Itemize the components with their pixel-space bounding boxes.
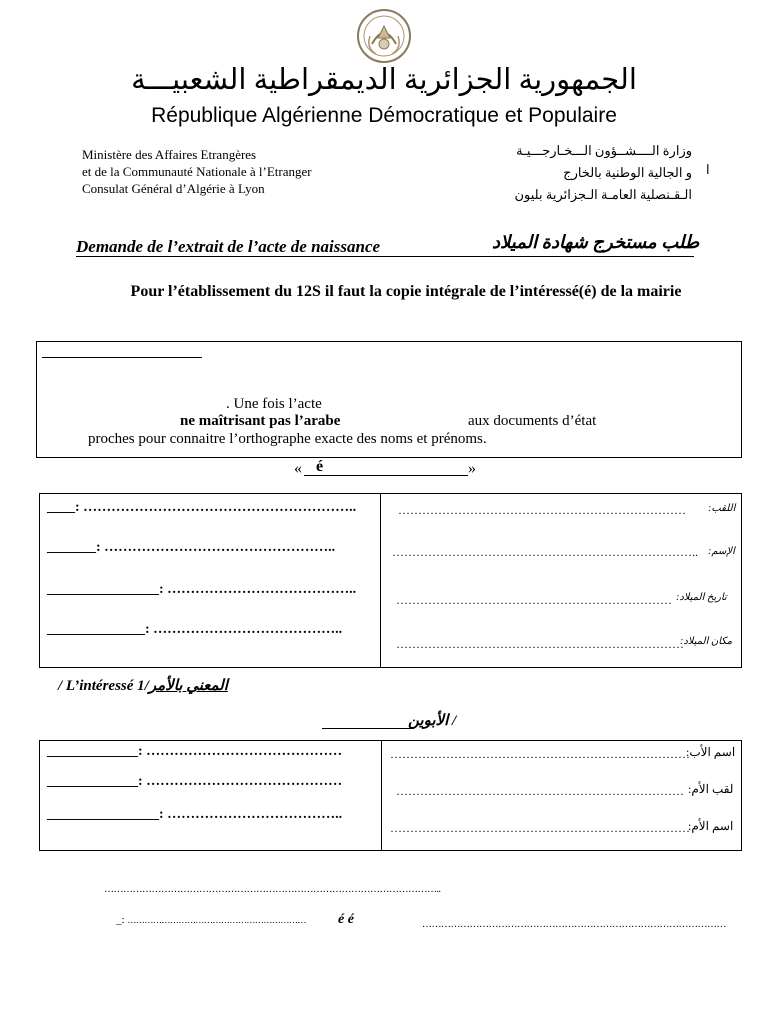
person-field-fr[interactable]: _______: …………………………………………..	[47, 540, 336, 555]
notice-line-1: . Une fois l’acte	[226, 396, 322, 412]
label-mother-name-ar: اسم الأم:	[688, 819, 734, 833]
person-field-fr[interactable]: ______________: …………………………………..	[47, 622, 343, 637]
person-field-fr[interactable]: ____: …………………………………………………..	[47, 500, 357, 515]
ministry-arabic	[515, 140, 693, 206]
parent-field-fr[interactable]: _____________: ……………………………………	[47, 774, 343, 789]
section-2-underline	[322, 728, 414, 729]
ministry-french	[82, 146, 312, 197]
notice-bold-text: ne maîtrisant pas l’arabe	[180, 413, 341, 429]
quote-accent: é	[316, 458, 324, 475]
section-2-ar: الأبوين	[408, 713, 449, 729]
parent-field-fr[interactable]: ________________: ………………………………..	[47, 807, 343, 822]
notice-line-2-right: aux documents d’état	[468, 413, 597, 429]
ministry-ar-line: و الجالية الوطنية بالخارج	[563, 165, 692, 180]
title-french: République Algérienne Démocratique et Populaire	[151, 104, 617, 127]
person-field-fr[interactable]: ________________: …………………………………..	[47, 582, 357, 597]
section-1-title	[58, 676, 228, 695]
footer-dotted-line-1[interactable]: ……………………………………………………………………………………………..	[104, 884, 441, 895]
section-2-slash: /	[452, 713, 457, 729]
person-field-ar-dots[interactable]: ………………………………………………………………	[396, 637, 684, 651]
label-mother-surname-ar: لقب الأم:	[688, 782, 734, 796]
parent-field-ar-dots[interactable]: …………………………………………………………………	[390, 821, 690, 835]
section-1-ar: المعني بالأمر	[148, 678, 228, 694]
section-1-number: /1	[137, 678, 149, 694]
label-firstname-ar: الإسم:	[708, 546, 735, 557]
ministry-fr-line: Consulat Général d’Algérie à Lyon	[82, 181, 265, 196]
person-field-ar-dots[interactable]: ………………………………………………………………	[398, 503, 686, 517]
label-father-name-ar: اسم الأب:	[686, 745, 736, 759]
footer-line-2	[116, 914, 306, 926]
ministry-fr-line: et de la Communauté Nationale à l’Etranger	[82, 164, 312, 179]
subtitle: Pour l’établissement du 12S il faut la copie intégrale de l’intéressé(é) de la mairie	[130, 283, 682, 300]
ministry-ar-mark: ا	[706, 162, 710, 177]
footer-dots[interactable]: ………………………………………………………	[127, 915, 306, 925]
title-arabic: الجمهورية الجزائرية الديمقراطية الشعبيـــة	[131, 64, 637, 96]
notice-underline	[42, 357, 202, 358]
heading-french: Demande de l’extrait de l’acte de naissance	[76, 237, 381, 256]
parents-box-divider	[381, 741, 382, 850]
footer-accents: é é	[338, 912, 354, 927]
ministry-ar-line: وزارة الــــشــؤون الـــخـارجـــيـة	[516, 143, 692, 158]
heading-arabic: طلب مستخرج شهادة الميلاد	[492, 232, 700, 252]
algeria-emblem-seal	[356, 8, 412, 64]
ministry-ar-line: الـقـنصلية العامـة الـجزائرية بليون	[514, 187, 692, 202]
person-field-ar-dots[interactable]: ……………………………………………………………	[396, 593, 672, 607]
quote-open: «	[294, 460, 302, 477]
section-1-fr: / L’intéressé	[58, 678, 134, 694]
ministry-fr-line: Ministère des Affaires Etrangères	[82, 147, 257, 162]
notice-line-2	[180, 413, 340, 430]
parent-field-ar-dots[interactable]: ………………………………………………………………	[396, 784, 684, 798]
label-surname-ar: اللقب:	[708, 503, 736, 514]
quote-close: »	[468, 460, 476, 477]
parent-field-ar-dots[interactable]: …………………………………………………………………	[390, 747, 690, 761]
label-birthdate-ar: تاريخ الميلاد:	[676, 592, 727, 603]
parent-field-fr[interactable]: _____________: ……………………………………	[47, 744, 343, 759]
notice-line-3: proches pour connaitre l’orthographe exacte des noms et prénoms.	[88, 431, 487, 447]
quote-underline	[304, 475, 468, 476]
footer-dotted-line-3[interactable]: ……………………………………………………………………………………	[422, 919, 726, 930]
footer-prefix: _:	[116, 914, 125, 926]
heading-underline	[76, 256, 694, 257]
section-2-title	[408, 711, 456, 730]
person-box-divider	[380, 494, 381, 667]
label-birthplace-ar: مكان الميلاد:	[680, 636, 733, 647]
person-field-ar-dots[interactable]: …………………………………………………………………..	[392, 545, 698, 559]
